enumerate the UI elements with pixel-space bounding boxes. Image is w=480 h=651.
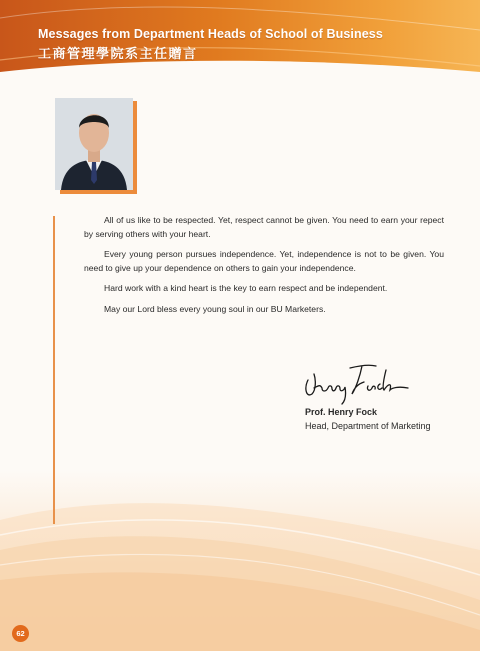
page-title-chinese: 工商管理學院系主任贈言 (38, 46, 198, 61)
message-paragraph: May our Lord bless every young soul in our BU Marketers. (104, 303, 326, 314)
message-body (84, 214, 444, 324)
message-paragraph: All of us like to be respected. Yet, respect cannot be given. You need to earn your repect by serving others with your heart. (84, 215, 444, 239)
accent-divider (53, 216, 55, 524)
page-title: Messages from Department Heads of School of Business (38, 27, 383, 41)
decorative-swoosh (0, 480, 480, 651)
message-paragraph: Hard work with a kind heart is the key to earn respect and be independent. (104, 283, 388, 294)
portrait-photo (55, 98, 133, 190)
handwritten-signature (302, 358, 414, 406)
header-banner (0, 0, 480, 72)
page-number-badge: 62 (12, 625, 29, 642)
message-paragraph: Every young person pursues independence. Yet, independence is not to be given. You need to give up your dependence on others to gain your independence. (84, 249, 444, 273)
signatory-name: Prof. Henry Fock (305, 407, 378, 417)
portrait-icon (55, 98, 133, 190)
signatory-title: Head, Department of Marketing (305, 421, 431, 431)
